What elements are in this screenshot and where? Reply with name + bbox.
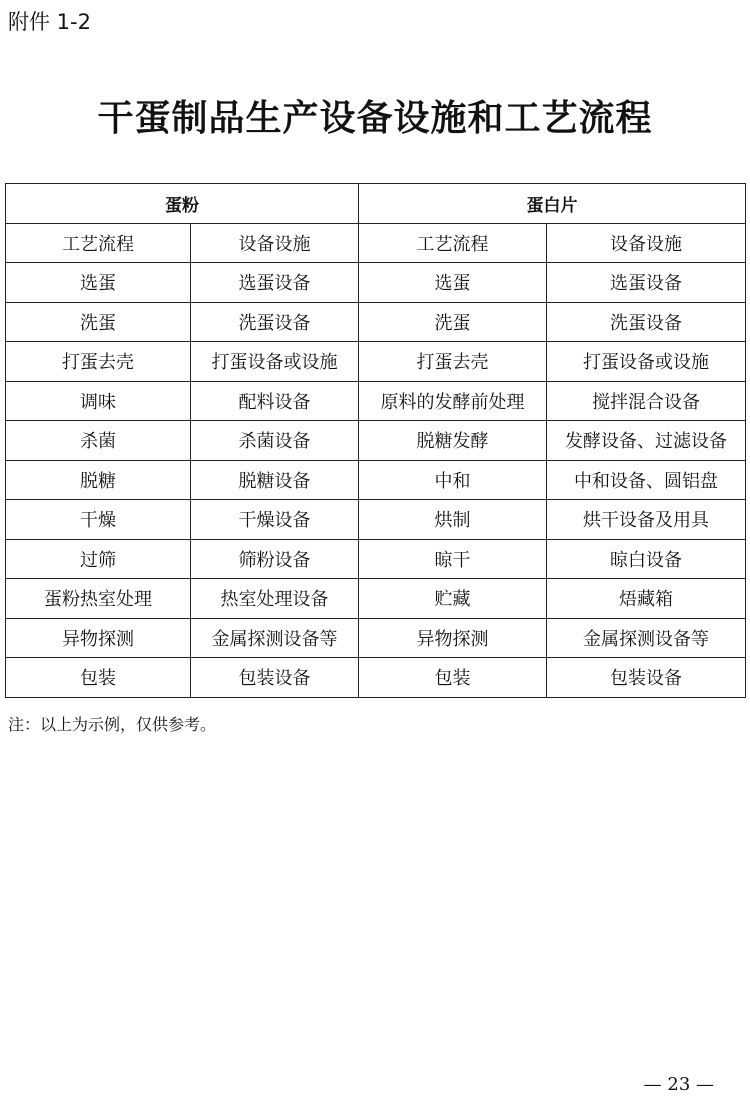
attachment-label: 附件 1-2: [8, 10, 91, 34]
table-row: [6, 579, 746, 619]
table-cell: 烘干设备及用具: [547, 500, 746, 540]
table-cell: 贮藏: [359, 579, 547, 619]
table-cell: 打蛋去壳: [6, 342, 191, 382]
table-row: [6, 381, 746, 421]
table-cell: 脱糖发酵: [359, 421, 547, 461]
group-header-row: [6, 184, 746, 224]
table-cell: 异物探测: [359, 618, 547, 658]
table-cell: 筛粉设备: [191, 539, 359, 579]
table-row: [6, 539, 746, 579]
table-cell: 杀菌设备: [191, 421, 359, 461]
table-cell: 蛋粉热室处理: [6, 579, 191, 619]
process-table: [5, 183, 746, 698]
table-cell: 打蛋设备或设施: [547, 342, 746, 382]
table-cell: 金属探测设备等: [191, 618, 359, 658]
table-cell: 焐藏箱: [547, 579, 746, 619]
table-cell: 选蛋: [359, 263, 547, 303]
table-cell: 中和设备、圆铝盘: [547, 460, 746, 500]
table-row: [6, 342, 746, 382]
table-cell: 包装: [6, 658, 191, 698]
table-cell: 热室处理设备: [191, 579, 359, 619]
table-cell: 发酵设备、过滤设备: [547, 421, 746, 461]
table-cell: 干燥: [6, 500, 191, 540]
table-cell: 过筛: [6, 539, 191, 579]
table-row: [6, 263, 746, 303]
column-header-row: [6, 223, 746, 263]
table-cell: 打蛋去壳: [359, 342, 547, 382]
table-cell: 洗蛋: [359, 302, 547, 342]
column-header: 工艺流程: [6, 223, 191, 263]
table-row: [6, 421, 746, 461]
table-cell: 选蛋设备: [547, 263, 746, 303]
table-cell: 烘制: [359, 500, 547, 540]
group-header-egg-white-flakes: 蛋白片: [359, 184, 746, 224]
table-cell: 洗蛋设备: [191, 302, 359, 342]
table-cell: 脱糖设备: [191, 460, 359, 500]
table-cell: 洗蛋: [6, 302, 191, 342]
group-header-egg-powder: 蛋粉: [6, 184, 359, 224]
table-cell: 晾白设备: [547, 539, 746, 579]
footnote: 注：以上为示例，仅供参考。: [8, 715, 217, 734]
table-cell: 打蛋设备或设施: [191, 342, 359, 382]
table-cell: 包装设备: [191, 658, 359, 698]
column-header: 设备设施: [191, 223, 359, 263]
table-row: [6, 460, 746, 500]
table-cell: 中和: [359, 460, 547, 500]
table-cell: 搅拌混合设备: [547, 381, 746, 421]
column-header: 设备设施: [547, 223, 746, 263]
table-cell: 调味: [6, 381, 191, 421]
table-row: [6, 658, 746, 698]
table-cell: 晾干: [359, 539, 547, 579]
page-number: — 23 —: [643, 1074, 714, 1095]
column-header: 工艺流程: [359, 223, 547, 263]
page-title: 干蛋制品生产设备设施和工艺流程: [97, 98, 653, 139]
table-cell: 脱糖: [6, 460, 191, 500]
table-cell: 选蛋设备: [191, 263, 359, 303]
table-cell: 杀菌: [6, 421, 191, 461]
table-cell: 包装: [359, 658, 547, 698]
table-cell: 原料的发酵前处理: [359, 381, 547, 421]
table-row: [6, 500, 746, 540]
table-cell: 配料设备: [191, 381, 359, 421]
table-cell: 干燥设备: [191, 500, 359, 540]
table-row: [6, 302, 746, 342]
table-cell: 选蛋: [6, 263, 191, 303]
table-cell: 异物探测: [6, 618, 191, 658]
table-cell: 包装设备: [547, 658, 746, 698]
table-cell: 金属探测设备等: [547, 618, 746, 658]
table-row: [6, 618, 746, 658]
table-cell: 洗蛋设备: [547, 302, 746, 342]
